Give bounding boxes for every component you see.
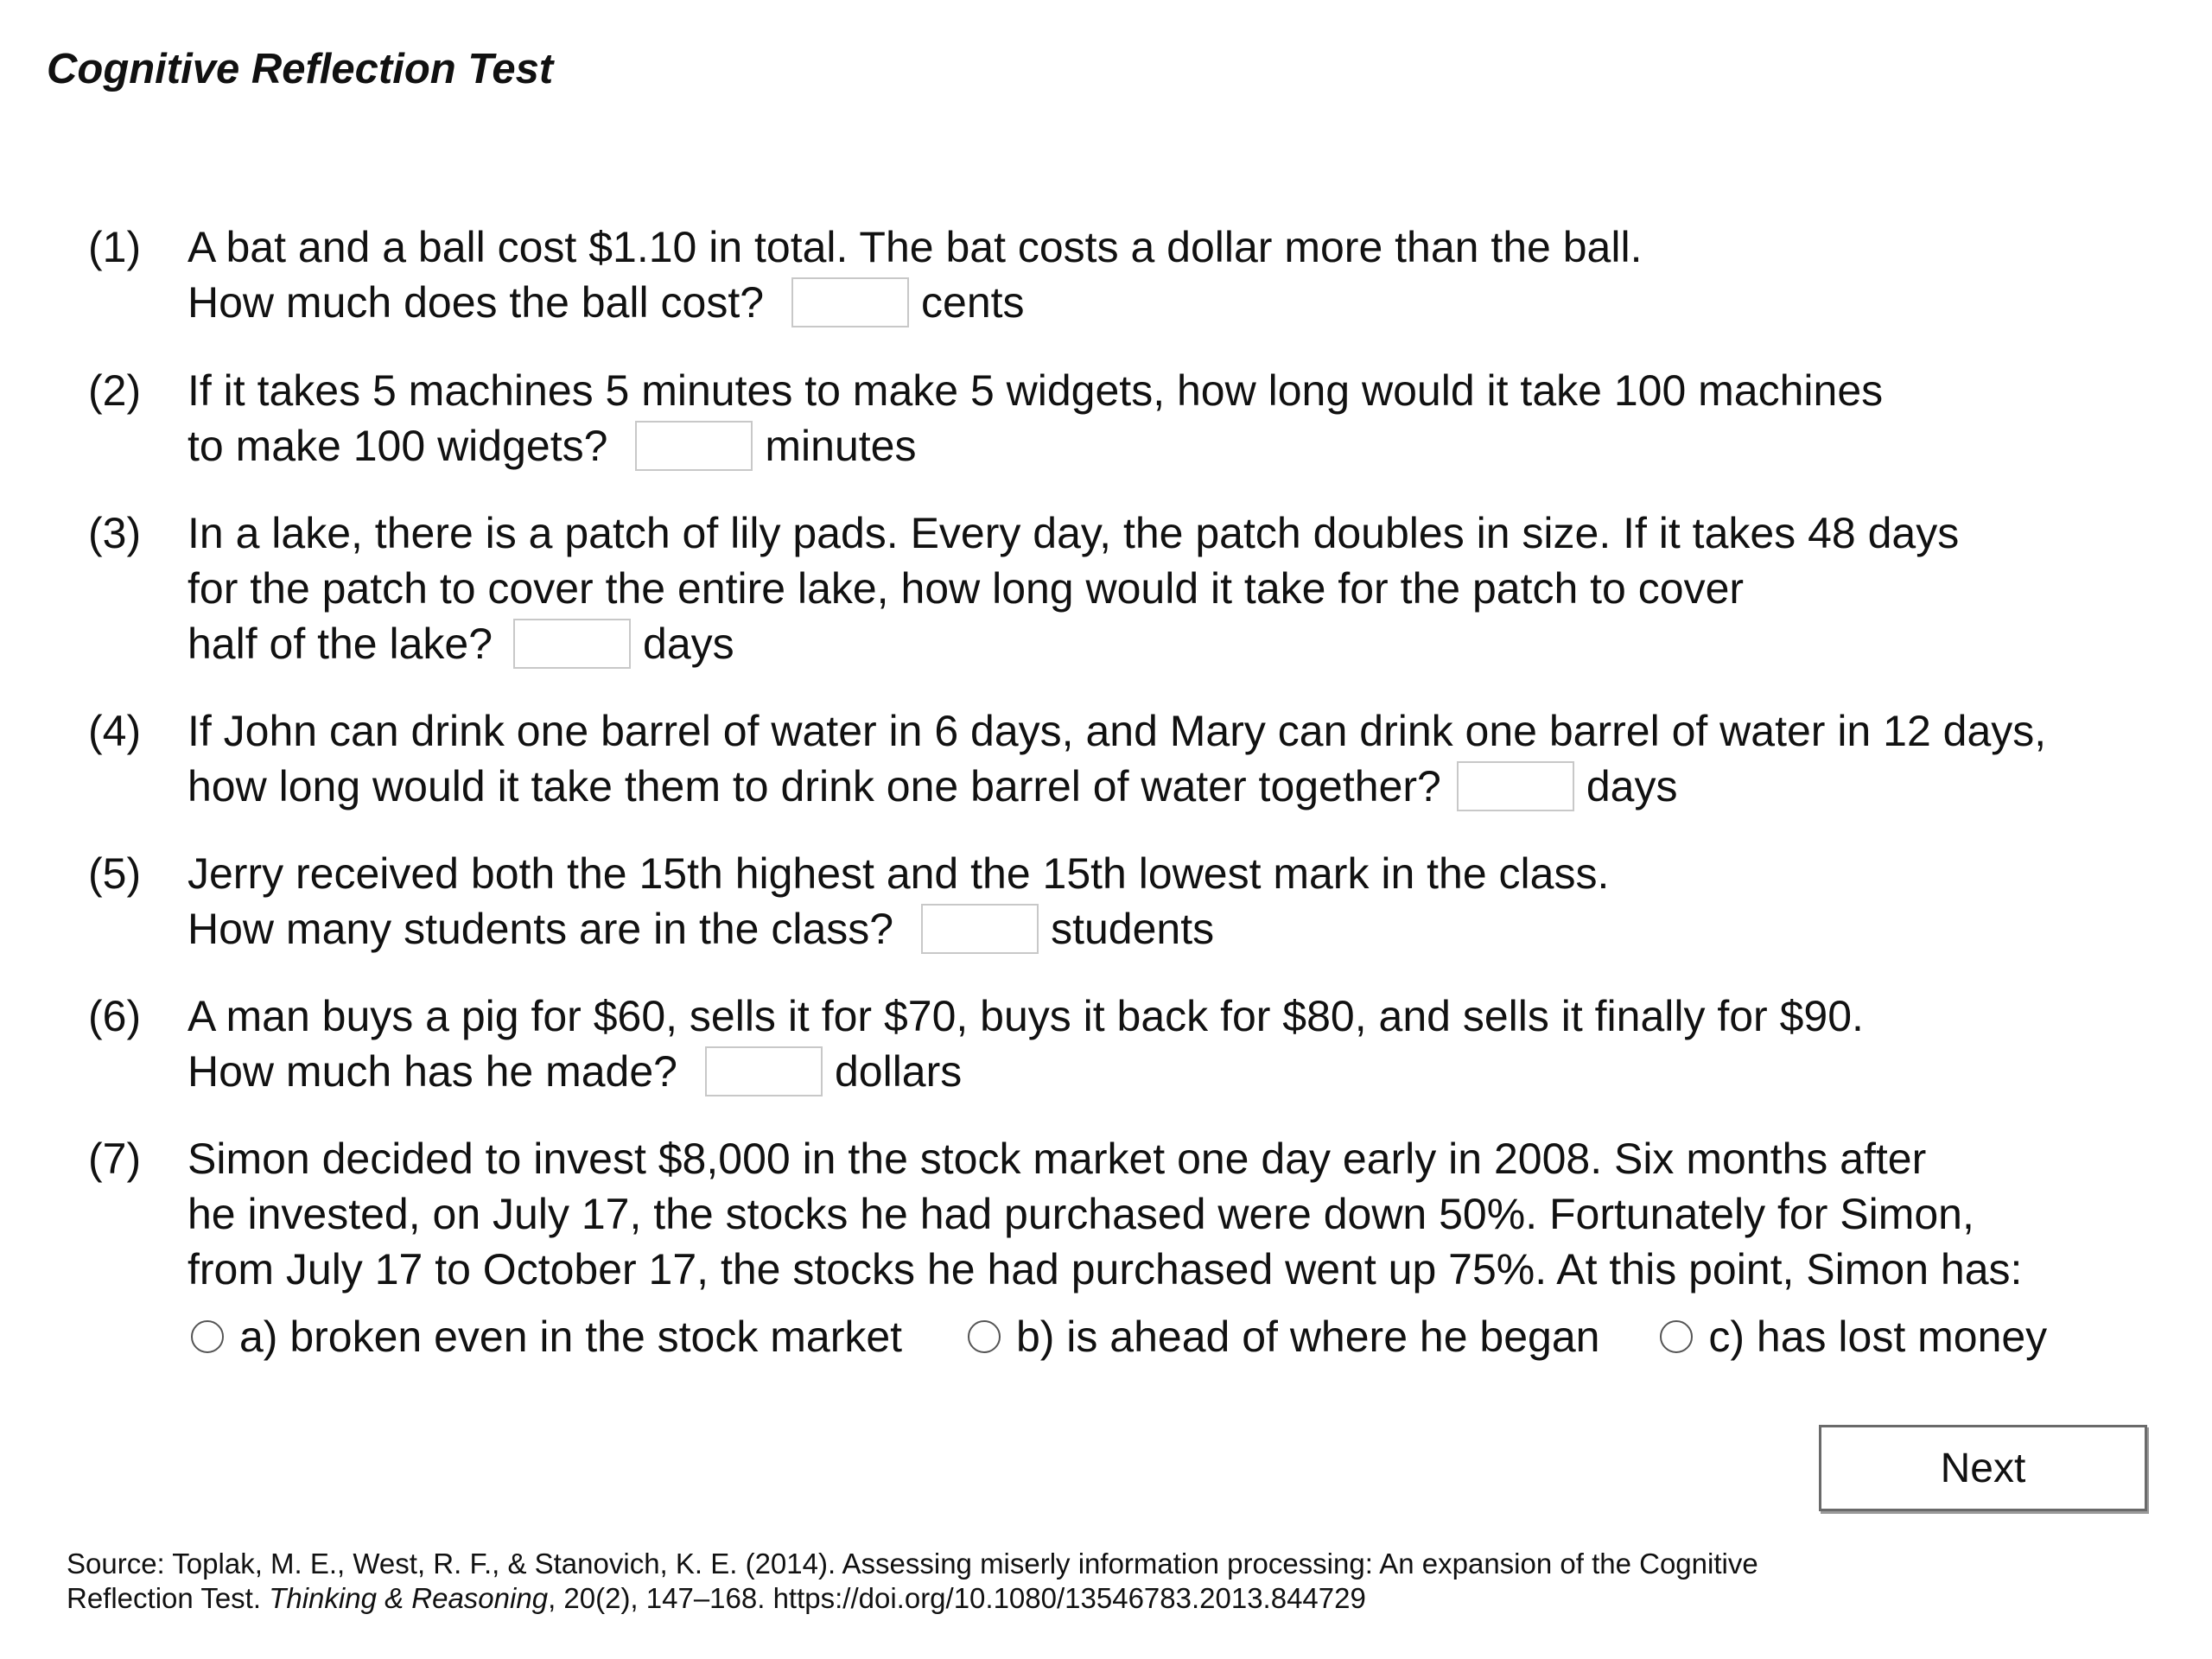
- question-number: (1): [88, 223, 142, 271]
- question-line: for the patch to cover the entire lake, how long would it take for the patch to cover: [188, 564, 1745, 613]
- question-text: [188, 846, 2175, 957]
- next-button[interactable]: Next: [1819, 1425, 2147, 1511]
- question-prompt: how long would it take them to drink one barrel of water together?: [188, 762, 1441, 810]
- answer-input-2[interactable]: [635, 421, 753, 471]
- radio-button-icon[interactable]: [1660, 1320, 1693, 1353]
- question-number: (5): [88, 849, 142, 898]
- source-line-2: [67, 1581, 1758, 1616]
- question-prompt: to make 100 widgets?: [188, 422, 608, 470]
- option-label: b) is ahead of where he began: [1015, 1313, 1600, 1361]
- option-a[interactable]: [191, 1302, 902, 1371]
- question-prompt-line: [188, 275, 2175, 330]
- question-text: [188, 363, 2175, 474]
- answer-unit: days: [1586, 762, 1678, 810]
- radio-button-icon[interactable]: [191, 1320, 224, 1353]
- question-line: If John can drink one barrel of water in 6 days, and Mary can drink one barrel of water in 12 days,: [188, 707, 2047, 755]
- source-line-2-prefix: Reflection Test.: [67, 1582, 270, 1614]
- question-line: A bat and a ball cost $1.10 in total. The bat costs a dollar more than the ball.: [188, 223, 1643, 271]
- question-prompt: How much has he made?: [188, 1047, 677, 1096]
- source-citation: [67, 1547, 1758, 1616]
- answer-unit: students: [1051, 905, 1215, 953]
- page-title: Cognitive Reflection Test: [47, 46, 554, 92]
- question-prompt: half of the lake?: [188, 620, 493, 668]
- journal-name: Thinking & Reasoning: [269, 1582, 549, 1614]
- question-line: In a lake, there is a patch of lily pads. Every day, the patch doubles in size. If it takes 48 days: [188, 509, 1960, 557]
- option-b[interactable]: [968, 1302, 1600, 1371]
- answer-options: [188, 1302, 2175, 1371]
- source-line-1: Source: Toplak, M. E., West, R. F., & Stanovich, K. E. (2014). Assessing miserly information processing: An expansion of the Cognitive: [67, 1548, 1758, 1580]
- question-text: [188, 988, 2175, 1099]
- question-text: [188, 219, 2175, 330]
- option-c[interactable]: [1660, 1302, 2047, 1371]
- question-prompt: How many students are in the class?: [188, 905, 894, 953]
- question-line: Simon decided to invest $8,000 in the stock market one day early in 2008. Six months after: [188, 1135, 1927, 1183]
- answer-unit: dollars: [834, 1047, 963, 1096]
- answer-input-1[interactable]: [791, 277, 909, 327]
- question-number: (3): [88, 509, 142, 557]
- question-line: A man buys a pig for $60, sells it for $70, buys it back for $80, and sells it finally for $90.: [188, 992, 1864, 1040]
- option-label: c) has lost money: [1708, 1313, 2048, 1361]
- question-number: (7): [88, 1135, 142, 1183]
- answer-unit: days: [643, 620, 734, 668]
- question-line: from July 17 to October 17, the stocks he had purchased went up 75%. At this point, Simon has:: [188, 1245, 2023, 1294]
- question-text: [188, 505, 2175, 671]
- question-line: If it takes 5 machines 5 minutes to make 5 widgets, how long would it take 100 machines: [188, 366, 1884, 415]
- question-prompt-line: [188, 616, 2175, 671]
- answer-unit: minutes: [765, 422, 917, 470]
- source-line-2-suffix: , 20(2), 147–168. https://doi.org/10.1080/13546783.2013.844729: [548, 1582, 1366, 1614]
- answer-input-6[interactable]: [705, 1046, 823, 1096]
- question-number: (2): [88, 366, 142, 415]
- answer-input-4[interactable]: [1457, 761, 1574, 811]
- question-line: Jerry received both the 15th highest and the 15th lowest mark in the class.: [188, 849, 1610, 898]
- option-label: a) broken even in the stock market: [239, 1313, 903, 1361]
- question-prompt-line: [188, 901, 2175, 957]
- question-line: he invested, on July 17, the stocks he had purchased were down 50%. Fortunately for Simon,: [188, 1190, 1974, 1238]
- question-prompt-line: [188, 759, 2175, 814]
- question-prompt-line: [188, 418, 2175, 474]
- answer-unit: cents: [921, 278, 1025, 327]
- question-text: [188, 703, 2175, 814]
- radio-button-icon[interactable]: [968, 1320, 1001, 1353]
- question-text: [188, 1131, 2175, 1371]
- question-number: (4): [88, 707, 142, 755]
- question-prompt: How much does the ball cost?: [188, 278, 765, 327]
- question-prompt-line: [188, 1044, 2175, 1099]
- question-number: (6): [88, 992, 142, 1040]
- answer-input-3[interactable]: [513, 619, 631, 669]
- answer-input-5[interactable]: [921, 904, 1039, 954]
